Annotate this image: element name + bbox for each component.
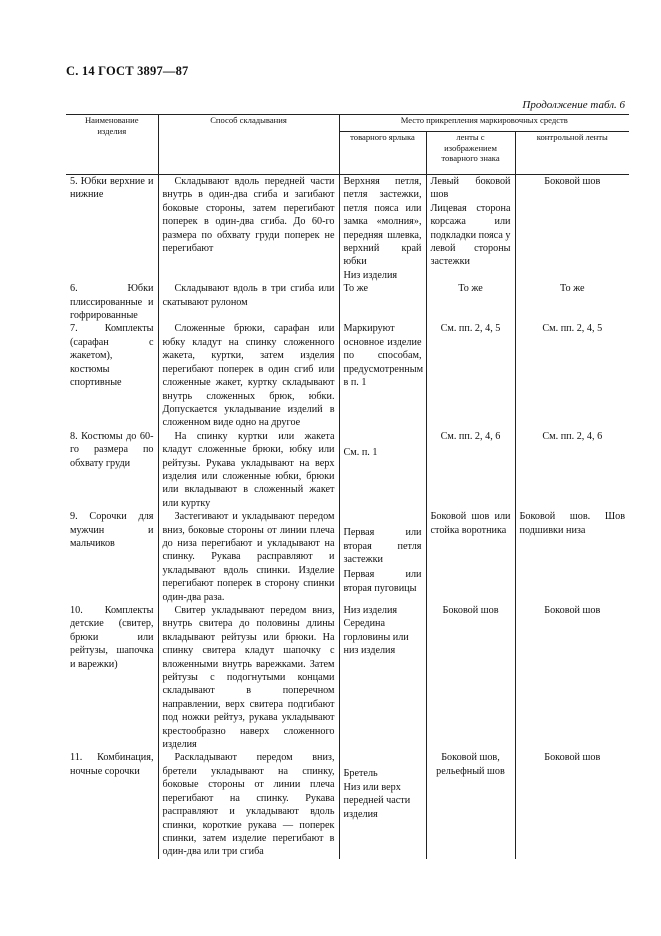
- cell-tape-control: [515, 430, 629, 510]
- table-continuation-caption: Продолжение табл. 6: [522, 99, 625, 111]
- cell-label: [339, 604, 426, 751]
- cell-label: [339, 751, 426, 858]
- cell-tape-mark: [426, 510, 515, 604]
- table-row: [66, 510, 629, 604]
- cell-tape-control-part: Боковой шов: [544, 176, 601, 187]
- cell-tape-mark-part: См. пп. 2, 4, 6: [440, 430, 501, 442]
- cell-method: На спинку куртки или жакета кладут сложенные брюки, юбку или рейтузы. Рукава укладывают на верх изделия или сложенные юбки, брюки или вкладывают в сложенный жакет или куртку: [158, 430, 339, 510]
- cell-method: Застегивают и укладывают передом вниз, боковые стороны от линии плеча до низа перегибают и укладывают на спинку. Рукава расправляют и укладывают вдоль спинки. Изделие перегибают поперек в сторону спинки один-два раза.: [158, 510, 339, 604]
- cell-label: [339, 510, 426, 604]
- cell-tape-control-part: Боковой шов: [544, 605, 601, 616]
- table-row: [66, 604, 629, 751]
- cell-label-part: Низ или верх передней части изделия: [343, 781, 411, 820]
- cell-tape-mark-part: Боковой шов: [442, 605, 499, 616]
- cell-label: [339, 430, 426, 510]
- cell-method: Складывают вдоль в три сгиба или скатывают рулоном: [158, 282, 339, 322]
- cell-name: 9. Сорочки для мужчин и мальчиков: [66, 510, 158, 604]
- cell-tape-control: [515, 282, 629, 322]
- cell-label-part: Маркируют основное изделие по способам, предусмотренным в п. 1: [343, 323, 424, 389]
- cell-tape-mark: [426, 175, 515, 283]
- cell-label: [339, 175, 426, 283]
- cell-tape-mark-part: Лицевая сторона корсажа или подкладки пояса у левой стороны застежки: [430, 202, 511, 268]
- cell-name: 11. Комбинация, ночные сорочки: [66, 751, 158, 858]
- cell-tape-control-part: Боковой шов: [544, 752, 601, 764]
- header-method: Способ складывания: [158, 115, 339, 175]
- cell-label-part: См. п. 1: [343, 446, 378, 458]
- cell-label: [339, 322, 426, 429]
- cell-name: 10. Комплекты детские (свитер, брюки или рейтузы, шапочка и варежки): [66, 604, 158, 751]
- header-name: Наименование изделия: [66, 115, 158, 175]
- cell-label-part: Первая или вторая пуговицы: [343, 569, 422, 594]
- cell-tape-mark-part: Боковой шов или стойка воротника: [430, 511, 511, 536]
- cell-label-part: Середина горловины или низ изделия: [343, 618, 409, 657]
- cell-tape-mark-part: То же: [458, 283, 483, 295]
- cell-label-part: Низ изделия: [343, 269, 398, 281]
- cell-label-part: Бретель: [343, 768, 378, 780]
- table-row: [66, 751, 629, 858]
- table-row: [66, 322, 629, 429]
- cell-tape-mark: [426, 282, 515, 322]
- page-header: С. 14 ГОСТ 3897—87: [66, 64, 189, 78]
- cell-label-part: То же: [343, 283, 369, 295]
- cell-label-part: Низ изделия: [343, 605, 398, 616]
- cell-tape-mark-part: См. пп. 2, 4, 5: [440, 323, 501, 335]
- cell-method: Свитер укладывают передом вниз, внутрь свитера до половины длины вкладывают рейтузы или брюки. На спинку свитера кладут шапочку с вложенными внутрь варежками. Затем рейтузы с подогнутыми концами складывают в поперечном направлении, верх свитера подгибают под ножки рейтуз, рукава укладывают крестообразно наверх сложенного изделия: [158, 604, 339, 751]
- cell-method: Раскладывают передом вниз, бретели укладывают на спинку, боковые стороны от линии плеча перегибают на спинку. Рукава расправляют и укладывают вдоль спинки, короткие рукава — поперек спинки, затем изделие перегибают в один-два или три сгиба: [158, 751, 339, 858]
- cell-label-part: Первая или вторая петля застежки: [343, 527, 422, 565]
- cell-name: 5. Юбки верхние и нижние: [66, 175, 158, 283]
- header-tape-mark: ленты с изображением товарного знака: [426, 132, 515, 175]
- cell-tape-control-part: См. пп. 2, 4, 6: [542, 430, 603, 442]
- cell-tape-mark-part: Левый боковой шов: [430, 176, 511, 201]
- cell-method: Сложенные брюки, сарафан или юбку кладут на спинку сложенного жакета, куртки, затем изделия перегибают поперек в один сгиб или сложенные жакет, куртку складывают внутрь сложенных брюк, юбки. Допускается укладывание изделий в сложенном виде одно на другое: [158, 322, 339, 429]
- cell-label: [339, 282, 426, 322]
- cell-tape-control: [515, 510, 629, 604]
- cell-tape-control: [515, 322, 629, 429]
- cell-tape-control-part: То же: [560, 283, 585, 295]
- cell-name: 8. Костюмы до 60-го размера по обхвату груди: [66, 430, 158, 510]
- header-label: товарного ярлыка: [339, 132, 426, 175]
- cell-tape-mark: [426, 604, 515, 751]
- cell-name: 7. Комплекты (сарафан с жакетом), костюмы спортивные: [66, 322, 158, 429]
- folding-methods-table: [66, 114, 629, 859]
- cell-label-part: Верхняя петля, петля застежки, петля пояса или замка «молния», передняя шлевка, верхний край юбки: [343, 176, 422, 268]
- cell-method: Складывают вдоль передней части внутрь в один-два сгиба и загибают боковые стороны, затем перегибают поперек в один-два сгиба. До 60-го размера по обхвату груди поперек не перегибают: [158, 175, 339, 283]
- cell-tape-control-part: См. пп. 2, 4, 5: [542, 323, 603, 335]
- header-tape-control: контрольной ленты: [515, 132, 629, 175]
- cell-tape-mark: [426, 322, 515, 429]
- table-row: [66, 430, 629, 510]
- table-row: [66, 282, 629, 322]
- header-marking-group: Место прикрепления маркировочных средств: [339, 115, 629, 132]
- cell-tape-control: [515, 751, 629, 858]
- cell-name: 6. Юбки плиссированные и гофрированные: [66, 282, 158, 322]
- cell-tape-mark: [426, 430, 515, 510]
- cell-tape-mark-part: Боковой шов, рельефный шов: [436, 752, 505, 777]
- cell-tape-control-part: Боковой шов. Шов подшивки низа: [519, 511, 626, 536]
- cell-tape-mark: [426, 751, 515, 858]
- cell-tape-control: [515, 604, 629, 751]
- cell-tape-control: [515, 175, 629, 283]
- table-row: [66, 175, 629, 283]
